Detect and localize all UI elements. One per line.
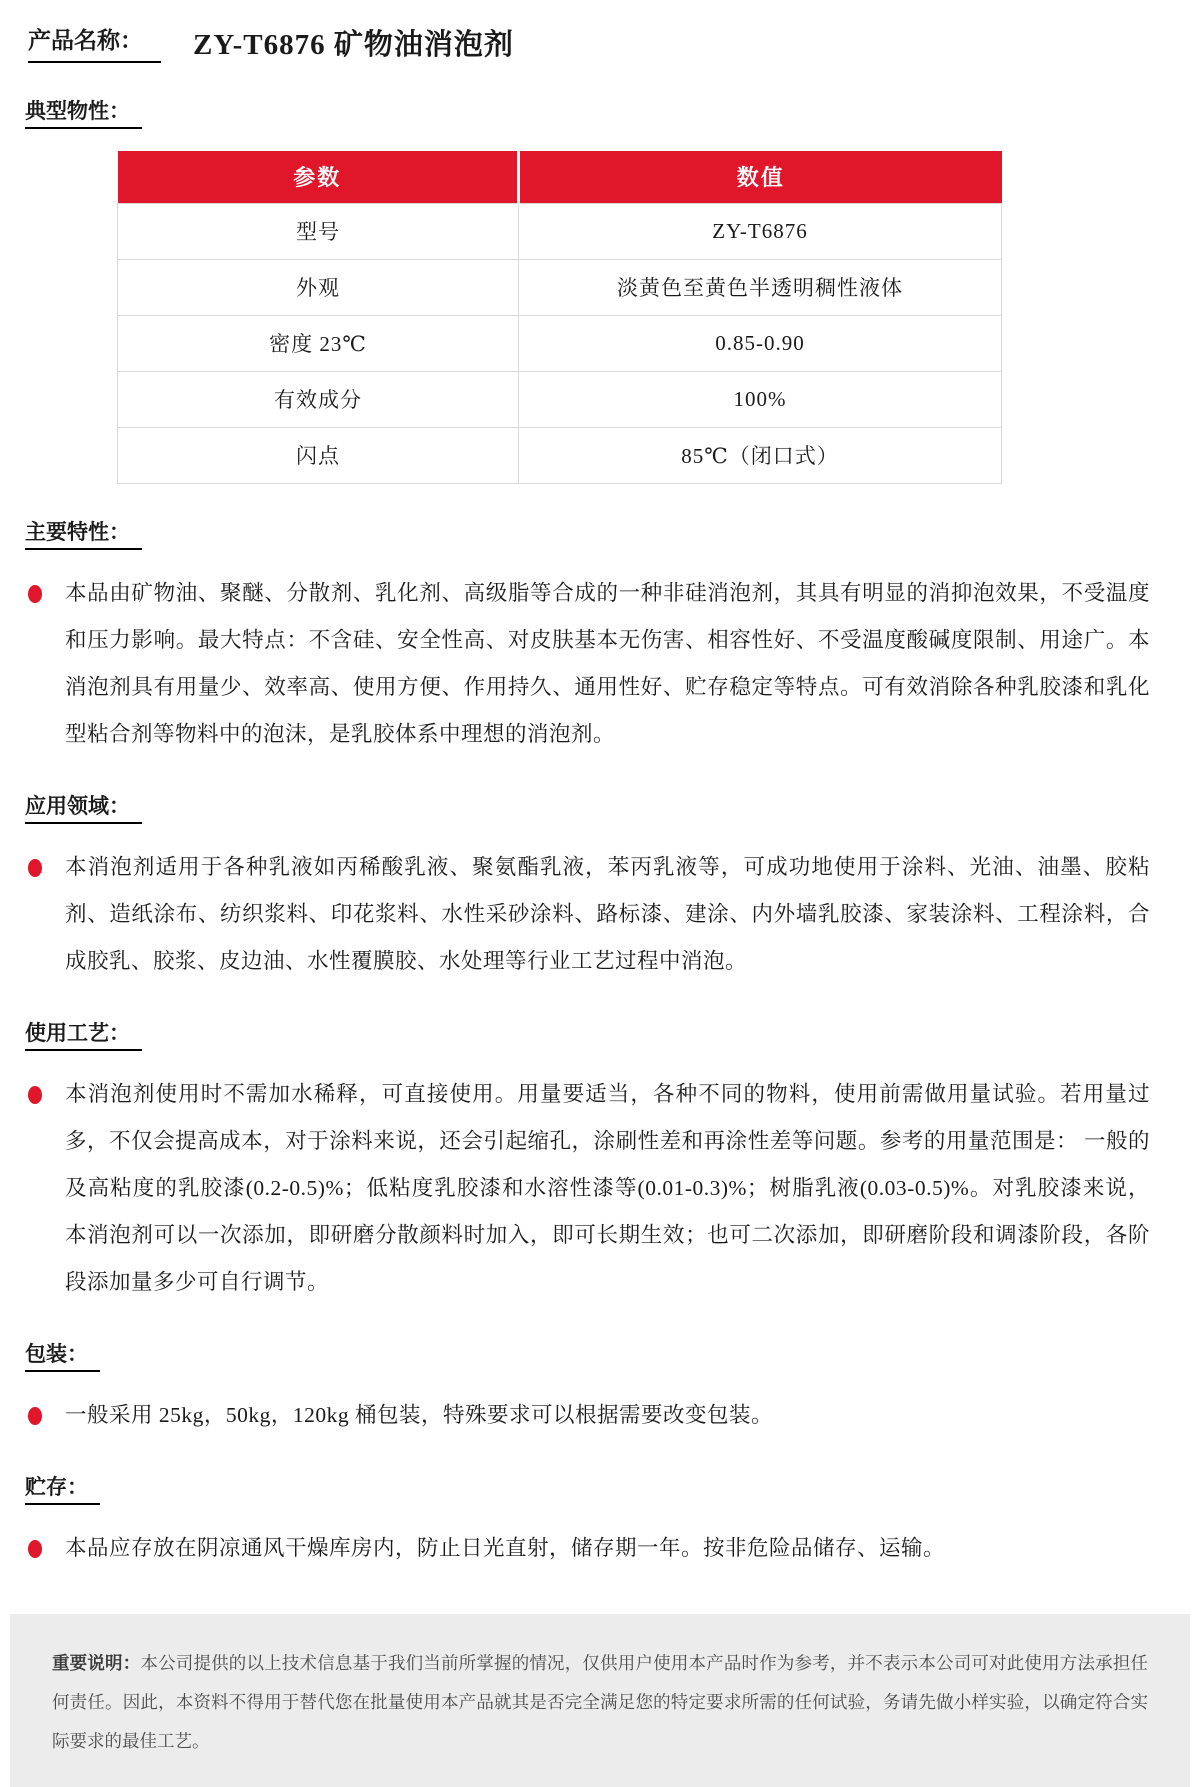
table-cell-param: 闪点 [118,427,519,483]
section-heading-features-text: 主要特性： [25,522,142,550]
section-storage-heading-row [0,1439,1200,1505]
section-properties-heading-row [0,63,1200,129]
table-cell-param: 有效成分 [118,371,519,427]
usage-text: 本消泡剂使用时不需加水稀释，可直接使用。用量要适当，各种不同的物料，使用前需做用量试验。若用量过多，不仅会提高成本，对于涂料来说，还会引起缩孔，涂刷性差和再涂性差等问题。参考的用量范围是： 一般的及高粘度的乳胶漆(0.2-0.5)%；低粘度乳胶漆和水溶性漆等(0.01-0.3)%；树脂乳液(0.03-0.5)%。对乳胶漆来说，本消泡剂可以一次添加，即研磨分散颜料时加入，即可长期生效；也可二次添加，即研磨阶段和调漆阶段，各阶段添加量多少可自行调节。 [65,1081,1150,1294]
storage-paragraph [65,1525,1150,1572]
bullet-icon [28,1086,42,1104]
table-cell-value: 淡黄色至黄色半透明稠性液体 [519,259,1002,315]
applications-text: 本消泡剂适用于各种乳液如丙稀酸乳液、聚氨酯乳液，苯丙乳液等，可成功地使用于涂料、光油、油墨、胶粘剂、造纸涂布、纺织浆料、印花浆料、水性采砂涂料、路标漆、建涂、内外墙乳胶漆、家装涂料、工程涂料，合成胶乳、胶浆、皮边油、水性覆膜胶、水处理等行业工艺过程中消泡。 [65,854,1150,973]
features-text: 本品由矿物油、聚醚、分散剂、乳化剂、高级脂等合成的一种非硅消泡剂，其具有明显的消抑泡效果，不受温度和压力影响。最大特点：不含硅、安全性高、对皮肤基本无伤害、相容性好、不受温度酸碱度限制、用途广。本消泡剂具有用量少、效率高、使用方便、作用持久、通用性好、贮存稳定等特点。可有效消除各种乳胶漆和乳化型粘合剂等物料中的泡沫，是乳胶体系中理想的消泡剂。 [65,580,1150,746]
table-header-value: 数值 [519,151,1002,203]
section-heading-usage [25,1020,142,1051]
table-cell-value: 100% [519,371,1002,427]
section-packaging-heading-row [0,1306,1200,1372]
table-cell-value: 85℃（闭口式） [519,427,1002,483]
table-row [118,203,1002,259]
bullet-icon [28,859,42,877]
section-heading-packaging [25,1341,100,1372]
table-cell-value: 0.85-0.90 [519,315,1002,371]
notice-label: 重要说明： [52,1652,141,1673]
title-row [0,22,1200,63]
product-name-label: 产品名称： [28,22,161,63]
section-heading-features [25,519,142,550]
bullet-icon [28,1540,42,1558]
table-header-parameter: 参数 [118,151,519,203]
table-row [118,371,1002,427]
bullet-icon [28,585,42,603]
table-cell-param: 密度 23℃ [118,315,519,371]
table-cell-param: 外观 [118,259,519,315]
section-heading-storage [25,1474,100,1505]
properties-table [117,151,1002,484]
applications-paragraph [65,844,1150,985]
notice-text: 本公司提供的以上技术信息基于我们当前所掌握的情况，仅供用户使用本产品时作为参考，并不表示本公司可对此使用方法承担任何责任。因此，本资料不得用于替代您在批量使用本产品就其是否完全满足您的特定要求所需的任何试验，务请先做小样实验，以确定符合实际要求的最佳工艺。 [52,1652,1149,1751]
usage-paragraph [65,1071,1150,1306]
table-row [118,259,1002,315]
table-header-row [118,151,1002,203]
packaging-text: 一般采用 25kg，50kg，120kg 桶包装，特殊要求可以根据需要改变包装。 [65,1402,774,1427]
table-row [118,315,1002,371]
section-heading-storage-text: 贮存： [25,1477,100,1505]
section-usage-heading-row [0,985,1200,1051]
bullet-icon [28,1407,42,1425]
important-notice-box [10,1614,1190,1787]
table-row [118,427,1002,483]
section-heading-properties-text: 典型物性： [25,101,142,129]
section-heading-packaging-text: 包装： [25,1344,100,1372]
packaging-paragraph [65,1392,1150,1439]
section-heading-usage-text: 使用工艺： [25,1023,142,1051]
table-cell-value: ZY-T6876 [519,203,1002,259]
section-features-heading-row [0,484,1200,550]
section-applications-heading-row [0,758,1200,824]
features-paragraph [65,570,1150,758]
section-heading-applications-text: 应用领域： [25,796,142,824]
storage-text: 本品应存放在阴凉通风干燥库房内，防止日光直射，储存期一年。按非危险品储存、运输。 [65,1535,946,1560]
section-heading-properties [25,101,142,129]
section-heading-applications [25,793,142,824]
table-cell-param: 型号 [118,203,519,259]
page-title: ZY-T6876 矿物油消泡剂 [193,29,514,61]
